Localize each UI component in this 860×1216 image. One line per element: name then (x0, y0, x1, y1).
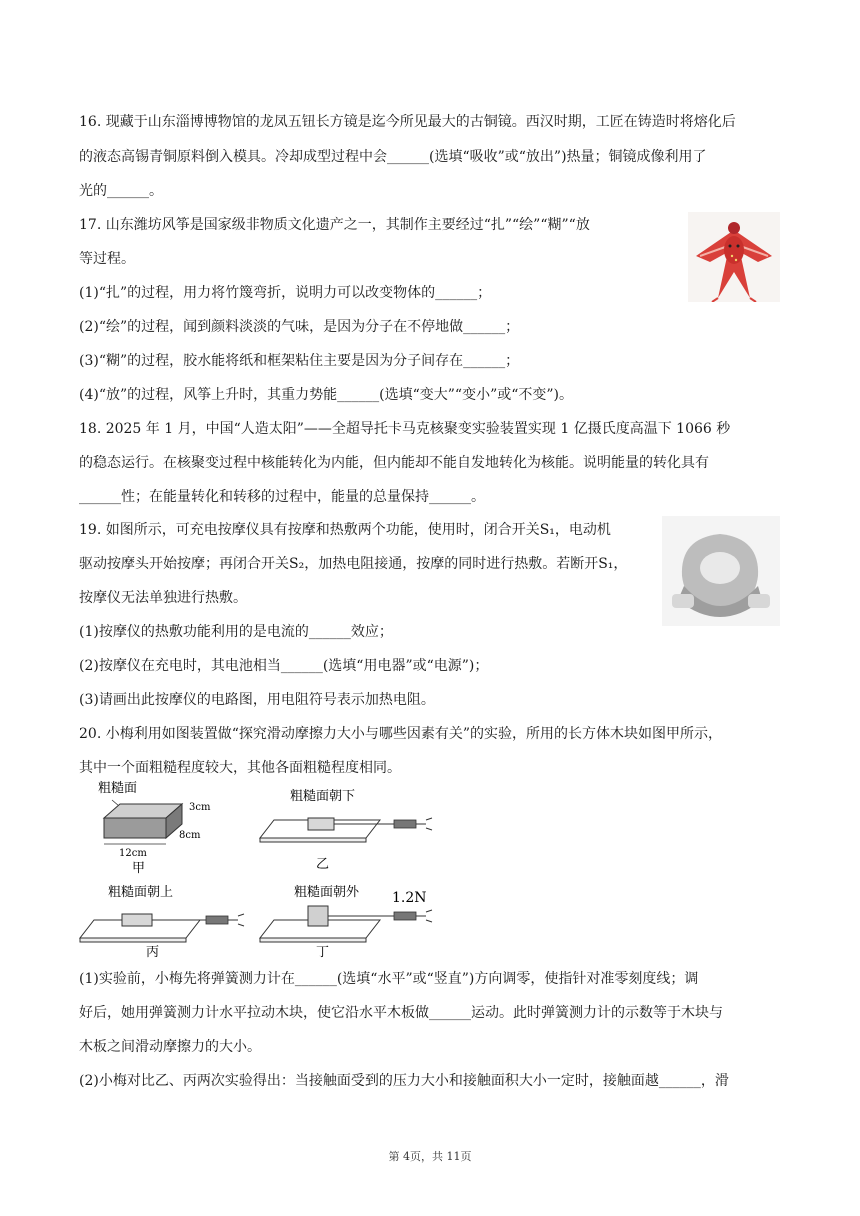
q20-after-line-1: (1)实验前，小梅先将弹簧测力计在______(选填“水平”或“竖直”)方向调零，使指针对准零刻度线；调 (79, 971, 699, 987)
jia-caption: 甲 (132, 861, 146, 876)
q19-line-6: (3)请画出此按摩仪的电路图，用电阻符号表示加热电阻。 (79, 692, 435, 708)
jia-height: 3cm (189, 802, 211, 813)
q18-line-3: ______性；在能量转化和转移的过程中，能量的总量保持______。 (79, 489, 485, 505)
massager-image (662, 516, 780, 626)
q19-line-4: (1)按摩仪的热敷功能利用的是电流的______效应； (79, 624, 393, 640)
q17-line-3: (1)“扎”的过程，用力将竹篾弯折，说明力可以改变物体的______； (79, 285, 492, 301)
kite-image (688, 212, 780, 302)
q16-line-2: 的液态高锡青铜原料倒入模具。冷却成型过程中会______(选填“吸收”或“放出”)热量；铜镜成像利用了 (79, 149, 707, 165)
q17-line-6: (4)“放”的过程，风筝上升时，其重力势能______(选填“变大”“变小”或“不变”)。 (79, 387, 574, 403)
q18-line-2: 的稳态运行。在核聚变过程中核能转化为内能，但内能却不能自发地转化为核能。说明能量的转化具有 (79, 455, 709, 471)
q17-line-2: 等过程。 (79, 251, 135, 267)
jia-depth: 8cm (179, 830, 201, 841)
friction-experiment-figure (76, 778, 456, 960)
q20-line-1: 20. 小梅利用如图装置做“探究滑动摩擦力大小与哪些因素有关”的实验，所用的长方体木块如图甲所示， (79, 726, 723, 742)
q17-line-5: (3)“糊”的过程，胶水能将纸和框架粘住主要是因为分子间存在______； (79, 353, 520, 369)
bing-label: 粗糙面朝上 (108, 885, 174, 900)
page-footer: 第 4页，共 11页 (388, 1150, 472, 1163)
q17-line-4: (2)“绘”的过程，闻到颜料淡淡的气味，是因为分子在不停地做______； (79, 319, 520, 335)
q19-line-2: 驱动按摩头开始按摩；再闭合开关S₂，加热电阻接通，按摩的同时进行热敷。若断开S₁， (79, 556, 628, 572)
q20-after-line-4: (2)小梅对比乙、丙两次实验得出：当接触面受到的压力大小和接触面积大小一定时，接触面越______，滑 (79, 1073, 729, 1089)
ding-force: 1.2N (392, 890, 427, 906)
q20-line-2: 其中一个面粗糙程度较大，其他各面粗糙程度相同。 (79, 760, 401, 776)
ding-caption: 丁 (316, 945, 330, 960)
bing-caption: 丙 (146, 945, 160, 960)
q19-line-5: (2)按摩仪在充电时，其电池相当______(选填“用电器”或“电源”)； (79, 658, 489, 674)
q16-line-1: 16. 现藏于山东淄博博物馆的龙凤五钮长方镜是迄今所见最大的古铜镜。西汉时期，工匠在铸造时将熔化后 (79, 114, 736, 130)
q19-line-3: 按摩仪无法单独进行热敷。 (79, 590, 247, 606)
jia-length: 12cm (119, 848, 147, 859)
q16-line-3: 光的______。 (79, 183, 163, 199)
q20-after-line-3: 木板之间滑动摩擦力的大小。 (79, 1039, 261, 1055)
yi-label: 粗糙面朝下 (290, 789, 356, 804)
q19-line-1: 19. 如图所示，可充电按摩仪具有按摩和热敷两个功能，使用时，闭合开关S₁，电动机 (79, 522, 611, 538)
jia-rough-label: 粗糙面 (98, 781, 138, 796)
yi-caption: 乙 (316, 857, 330, 872)
q18-line-1: 18. 2025 年 1 月，中国“人造太阳”——全超导托卡马克核聚变实验装置实现 1 亿摄氏度高温下 1066 秒 (79, 421, 731, 437)
q20-after-line-2: 好后，她用弹簧测力计水平拉动木块，使它沿水平木板做______运动。此时弹簧测力计的示数等于木块与 (79, 1005, 723, 1021)
q17-line-1: 17. 山东潍坊风筝是国家级非物质文化遗产之一，其制作主要经过“扎”“绘”“糊”“放 (79, 217, 590, 233)
ding-label: 粗糙面朝外 (294, 885, 360, 900)
